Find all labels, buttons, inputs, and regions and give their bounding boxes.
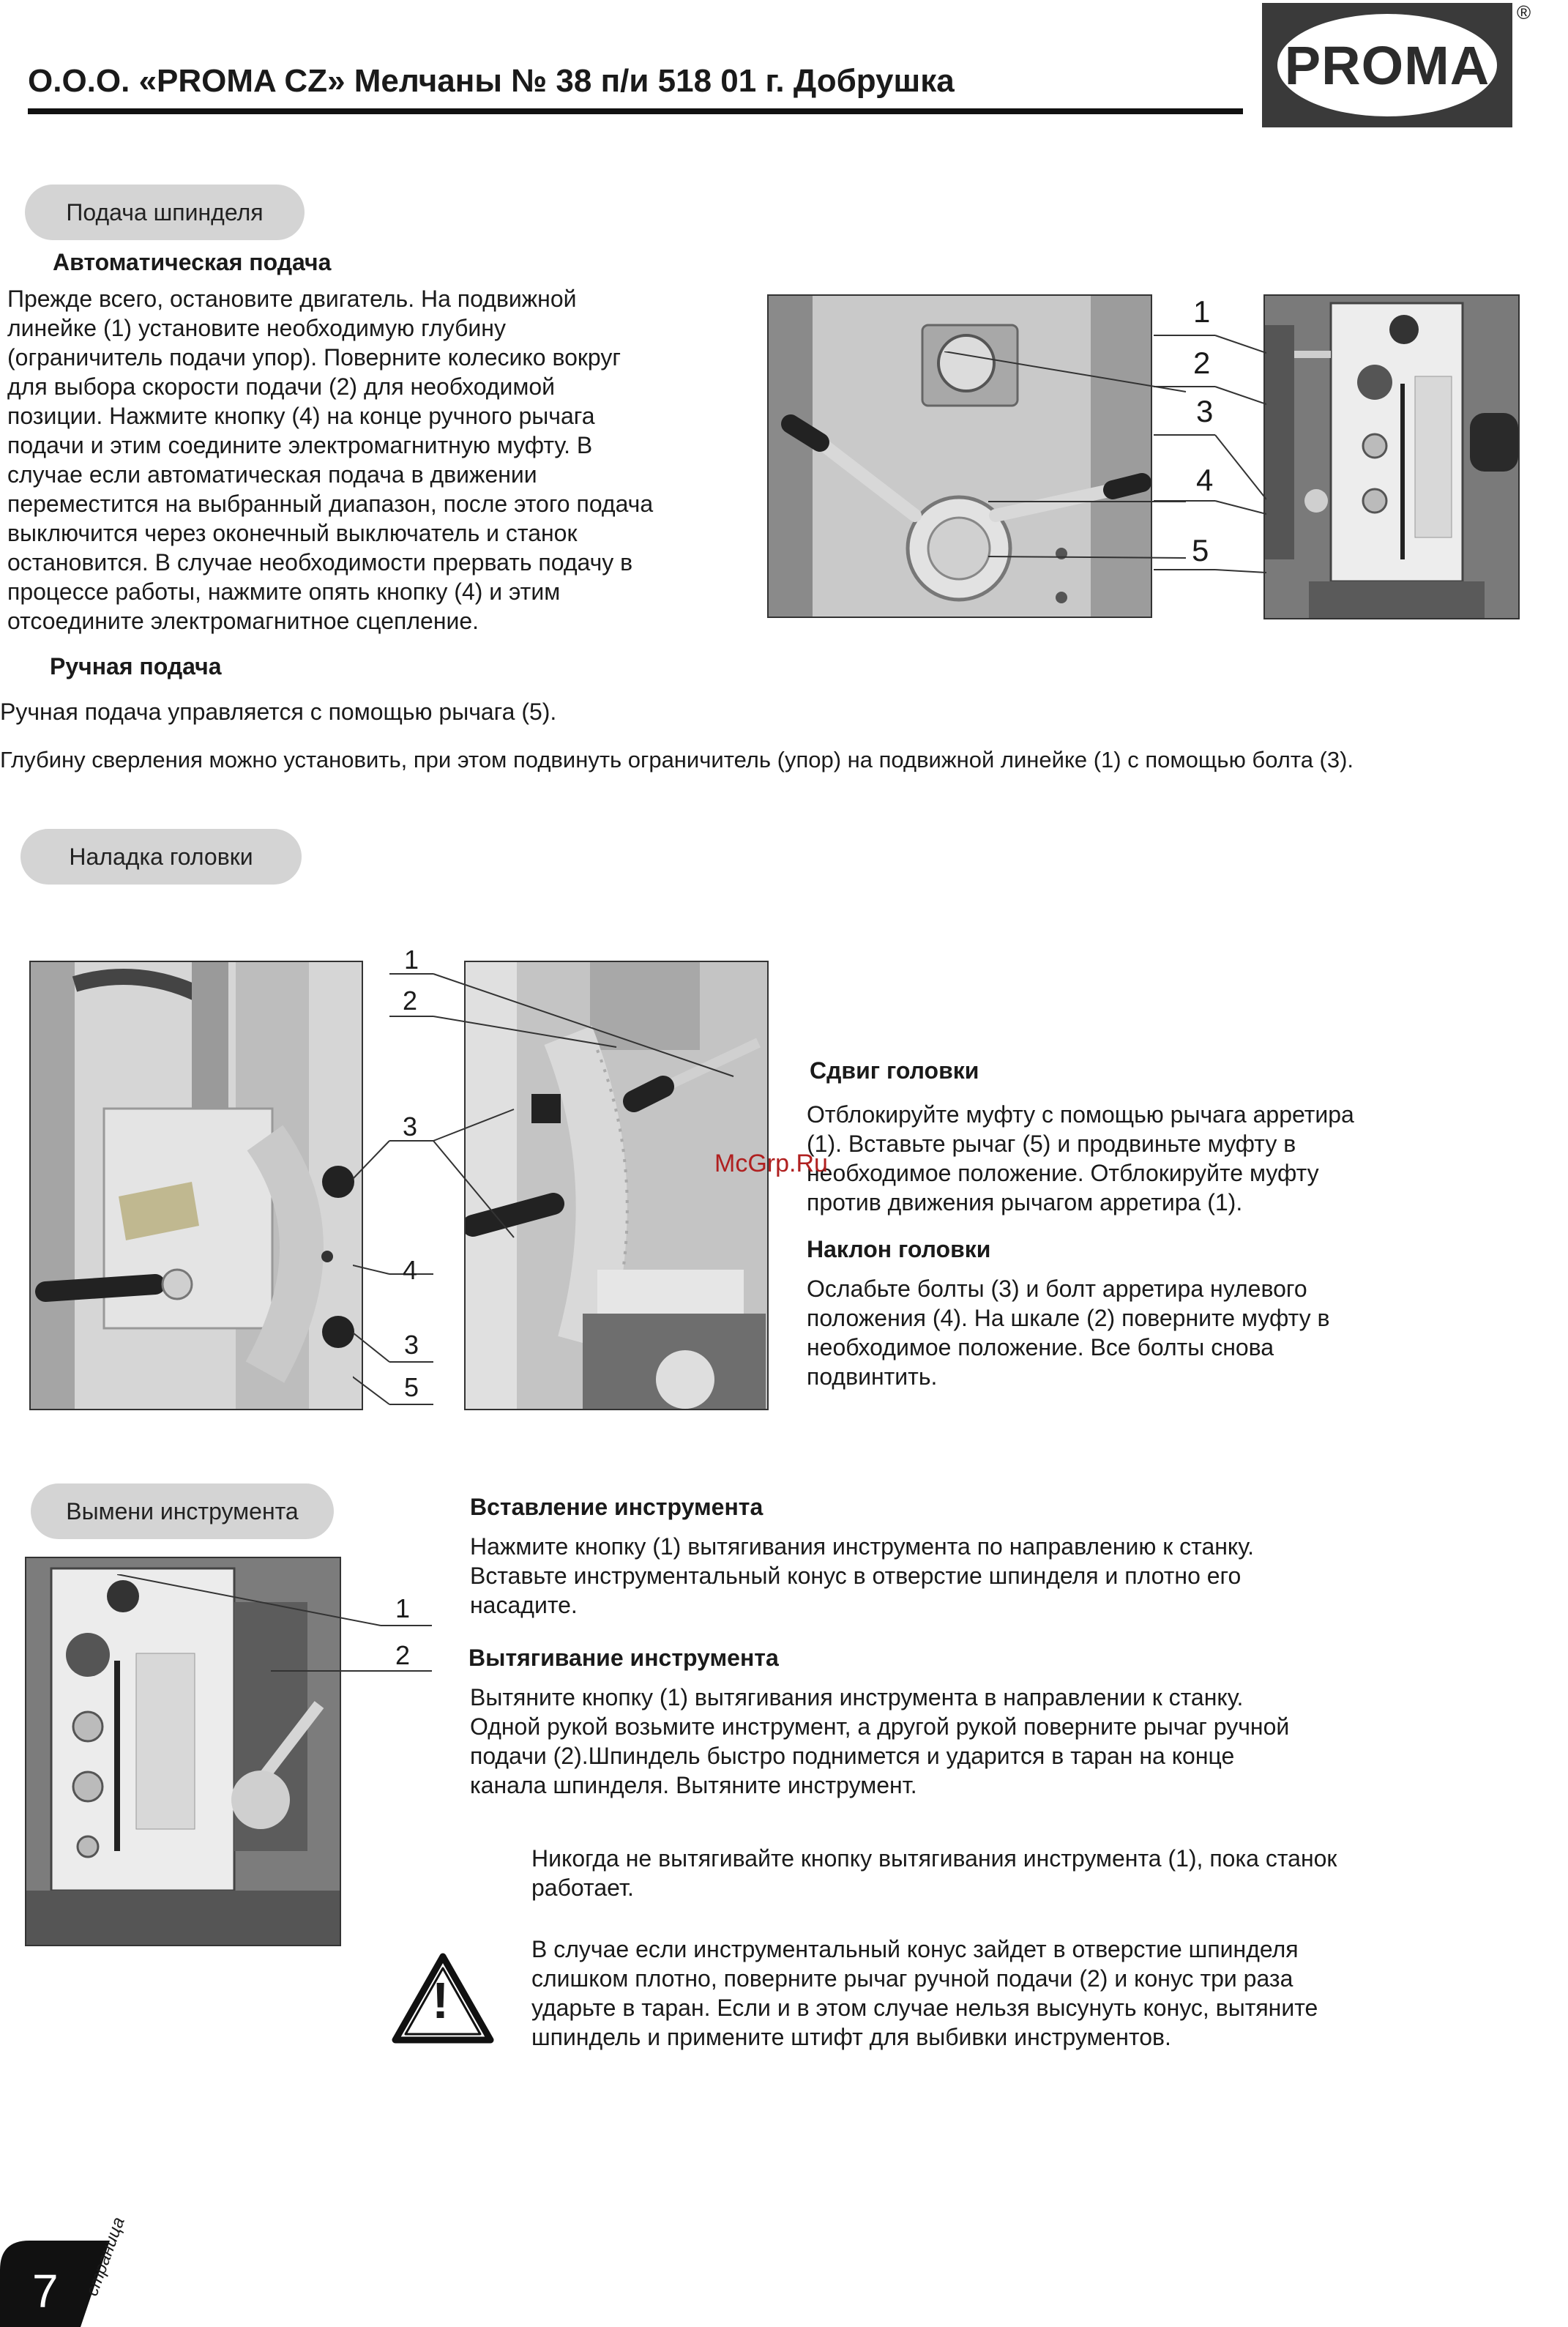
callout-number: 1 [1193,294,1211,329]
document-header-title: О.О.О. «PROMA CZ» Мелчаны № 38 п/и 518 01 г. Добрушка [28,63,955,99]
text-line: выключится через оконечный выключатель и станок [7,520,578,546]
callout-number: 3 [1196,394,1214,428]
section-tab-label: Вымени инструмента [66,1497,299,1524]
section-tab-spindle-feed [25,185,305,240]
callout-number: 5 [404,1372,419,1402]
text-line: против движения рычагом арретира (1). [807,1189,1243,1215]
text-line: Одной рукой возьмите инструмент, а другой рукой поверните рычаг ручной [470,1713,1290,1740]
text-line: Прежде всего, остановите двигатель. На подвижной [7,286,577,312]
text-line: работает. [531,1874,634,1901]
text-line: переместится на выбранный диапазон, после этого подача [7,491,654,517]
text-line: насадите. [470,1592,578,1618]
callout-number: 3 [403,1112,418,1142]
logo-text: PROMA [1277,14,1497,116]
text-line: позиции. Нажмите кнопку (4) на конце ручного рычага [7,403,595,429]
text-line: положения (4). На шкале (2) поверните муфту в [807,1305,1330,1331]
text-line: Никогда не вытягивайте кнопку вытягивания инструмента (1), пока станок [531,1845,1337,1872]
tool-pull-text [470,1683,1422,1800]
manual-feed-text: Ручная подача управляется с помощью рычага (5). [0,699,557,725]
tool-insert-text [470,1532,1422,1620]
warning-text-1 [531,1844,1512,1902]
text-line: подачи (2).Шпиндель быстро поднимется и ударится в таран на конце [470,1743,1235,1769]
text-line: необходимое положение. Все болты снова [807,1334,1274,1360]
callout-number: 3 [404,1330,419,1360]
warning-symbol: ! [432,1972,449,2029]
text-line: слишком плотно, поверните рычаг ручной подачи (2) и конус три раза [531,1965,1293,1992]
callout-number: 2 [403,986,418,1016]
registered-mark: ® [1517,1,1531,23]
text-line: шпиндель и примените штифт для выбивки инструментов. [531,2024,1171,2050]
callout-number: 2 [395,1640,411,1670]
depth-setting-text: Глубину сверления можно установить, при этом подвинуть ограничитель (упор) на подвижной линейке (1) с помощью болта (3). [0,747,1354,772]
auto-feed-text [7,284,747,636]
photo-head-side [29,961,363,1410]
text-line: случае если автоматическая подача в движении [7,461,537,488]
text-line: Вытяните кнопку (1) вытягивания инструмента в направлении к станку. [470,1684,1244,1710]
text-line: подвинтить. [807,1363,938,1390]
text-line: подачи и этим соедините электромагнитную муфту. В [7,432,593,458]
text-line: для выбора скорости подачи (2) для необходимой [7,373,556,400]
head-shift-text [807,1100,1466,1217]
callout-number: 4 [403,1255,418,1285]
callout-number: 5 [1192,533,1209,567]
callout-leaders-section3 [117,1574,439,1721]
callout-leaders-section1-left [944,351,1193,571]
photo-control-panel [1263,294,1520,619]
text-line: необходимое положение. Отблокируйте муфту [807,1160,1319,1186]
warning-text-2 [531,1935,1512,2052]
text-line: Отблокируйте муфту с помощью рычага арретира [807,1101,1354,1128]
text-line: Ослабьте болты (3) и болт арретира нулевого [807,1276,1307,1302]
proma-logo [1262,3,1512,127]
text-line: остановится. В случае необходимости прервать подачу в [7,549,633,576]
header-rule [28,108,1243,114]
page-number: 7 [32,2265,59,2317]
tool-insert-title: Вставление инструмента [470,1494,764,1520]
manual-feed-title: Ручная подача [50,653,222,680]
text-line: канала шпинделя. Вытяните инструмент. [470,1772,917,1798]
text-line: процессе работы, нажмите опять кнопку (4) и этим [7,578,561,605]
text-line: (ограничитель подачи упор). Поверните колесико вокруг [7,344,621,371]
text-line: отсоедините электромагнитное сцепление. [7,608,479,634]
callout-number: 1 [395,1593,411,1623]
tool-pull-title: Вытягивание инструмента [468,1645,779,1671]
text-line: В случае если инструментальный конус зайдет в отверстие шпинделя [531,1936,1299,1962]
text-line: Нажмите кнопку (1) вытягивания инструмента по направлению к станку. [470,1533,1254,1560]
section-tab-label: Наладка головки [69,843,253,870]
auto-feed-title: Автоматическая подача [53,249,332,275]
section-tab-label: Подача шпинделя [66,198,264,226]
callout-number: 2 [1193,346,1211,380]
head-shift-title: Сдвиг головки [810,1057,979,1084]
section-tab-tool-change [31,1483,334,1539]
callout-number: 1 [404,945,419,975]
callout-number: 4 [1196,463,1214,497]
head-tilt-title: Наклон головки [807,1236,991,1262]
text-line: Вставьте инструментальный конус в отверстие шпинделя и плотно его [470,1563,1242,1589]
watermark: McGrp.Ru [714,1150,828,1177]
head-tilt-text [807,1274,1466,1391]
text-line: (1). Вставьте рычаг (5) и продвиньте муфту в [807,1131,1296,1157]
page-word: страница [82,2214,129,2299]
text-line: линейке (1) установите необходимую глубину [7,315,506,341]
text-line: ударьте в таран. Если и в этом случае нельзя высунуть конус, вытяните [531,1995,1318,2021]
section-tab-head-adjustment [20,829,302,885]
